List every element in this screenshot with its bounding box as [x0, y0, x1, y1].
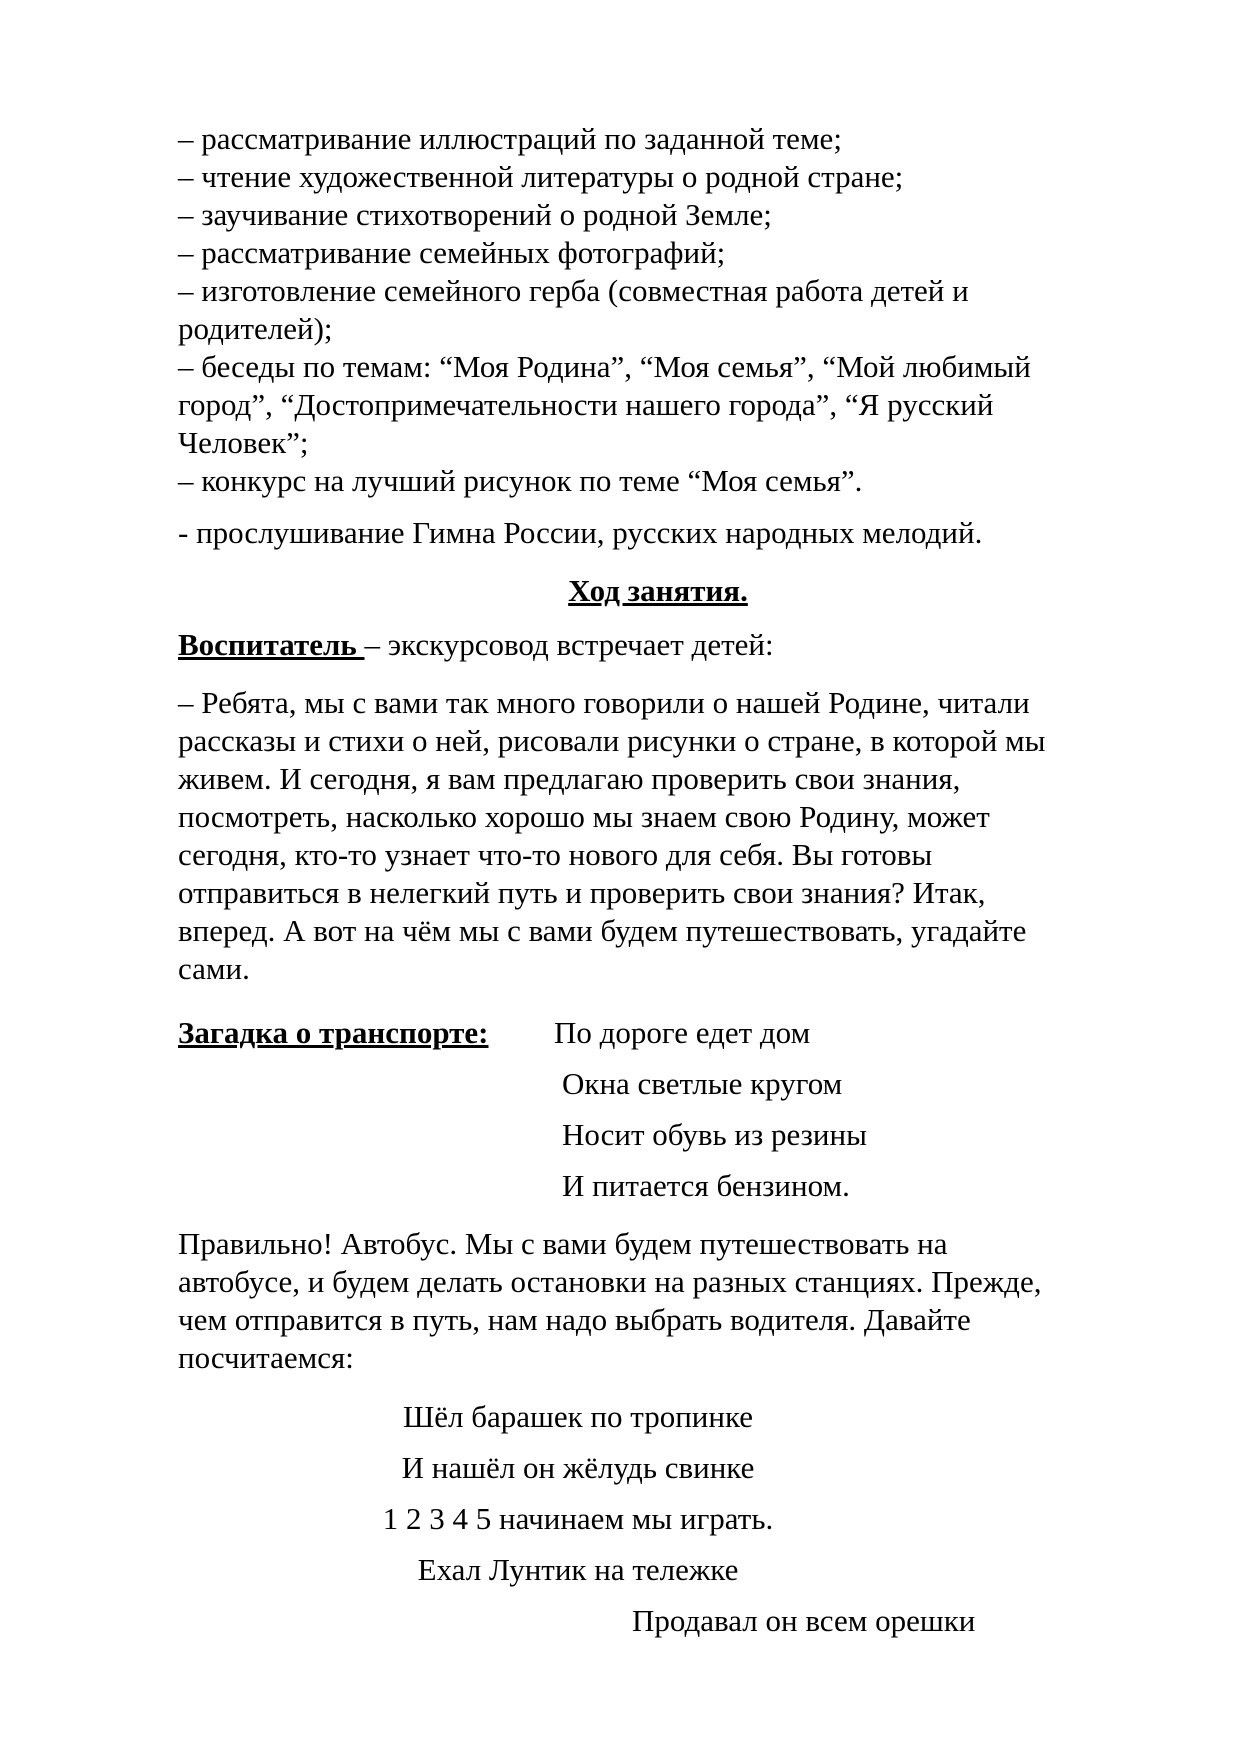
speech-line: посмотреть, насколько хорошо мы знаем свою Родину, может: [178, 799, 990, 834]
activity-item: – рассматривание иллюстраций по заданной теме;: [178, 121, 842, 156]
teacher-intro: – экскурсовод встречает детей:: [364, 627, 774, 662]
teacher-speech: [178, 684, 1138, 988]
riddle-block: [178, 1008, 1138, 1211]
speech-line: рассказы и стихи о ней, рисовали рисунки о стране, в которой мы: [178, 723, 1046, 758]
speech-line: сегодня, кто-то узнает что-то нового для себя. Вы готовы: [178, 837, 933, 872]
activity-item: – беседы по темам: “Моя Родина”, “Моя семья”, “Мой любимый: [178, 349, 1031, 384]
activity-item: Человек”;: [178, 425, 309, 460]
riddle-label: Загадка о транспорте:: [178, 1015, 489, 1050]
activity-item: – заучивание стихотворений о родной Земле;: [178, 197, 772, 232]
counting-line: Ехал Лунтик на тележке: [417, 1552, 739, 1587]
activity-item: – чтение художественной литературы о родной стране;: [178, 159, 904, 194]
answer-line: посчитаемся:: [178, 1340, 354, 1375]
speech-line: – Ребята, мы с вами так много говорили о нашей Родине, читали: [178, 685, 1030, 720]
riddle-line: И питается бензином.: [562, 1168, 850, 1203]
counting-line: Продавал он всем орешки: [632, 1603, 976, 1638]
lesson-heading: Ход занятия.: [568, 573, 748, 608]
activities-list: [178, 120, 1138, 552]
activity-item: – изготовление семейного герба (совместная работа детей и: [178, 273, 969, 308]
activity-item: - прослушивание Гимна России, русских народных мелодий.: [178, 515, 983, 550]
counting-line: И нашёл он жёлудь свинке: [401, 1450, 755, 1485]
teacher-line: [178, 626, 1138, 664]
speech-line: отправиться в нелегкий путь и проверить свои знания? Итак,: [178, 875, 986, 910]
counting-line: Шёл барашек по тропинке: [402, 1399, 754, 1434]
page-content: [178, 120, 1138, 1646]
riddle-line: Носит обувь из резины: [562, 1117, 867, 1152]
speech-line: вперед. А вот на чём мы с вами будем путешествовать, угадайте: [178, 913, 1027, 948]
answer-line: Правильно! Автобус. Мы с вами будем путешествовать на: [178, 1226, 948, 1261]
activity-item: родителей);: [178, 311, 333, 346]
answer-paragraph: [178, 1225, 1138, 1377]
activity-item: – рассматривание семейных фотографий;: [178, 235, 726, 270]
answer-line: чем отправится в путь, нам надо выбрать водителя. Давайте: [178, 1302, 971, 1337]
riddle-line: Окна светлые кругом: [562, 1066, 843, 1101]
counting-line: 1 2 3 4 5 начинаем мы играть.: [382, 1501, 774, 1536]
activity-item: – конкурс на лучший рисунок по теме “Моя семья”.: [178, 463, 863, 498]
counting-rhyme: [178, 1391, 1138, 1646]
speech-line: сами.: [178, 951, 250, 986]
answer-line: автобусе, и будем делать остановки на разных станциях. Прежде,: [178, 1264, 1042, 1299]
teacher-label: Воспитатель: [178, 627, 365, 662]
speech-line: живем. И сегодня, я вам предлагаю проверить свои знания,: [178, 761, 961, 796]
riddle-line: По дороге едет дом: [554, 1015, 811, 1050]
activity-item: город”, “Достопримечательности нашего города”, “Я русский: [178, 387, 994, 422]
